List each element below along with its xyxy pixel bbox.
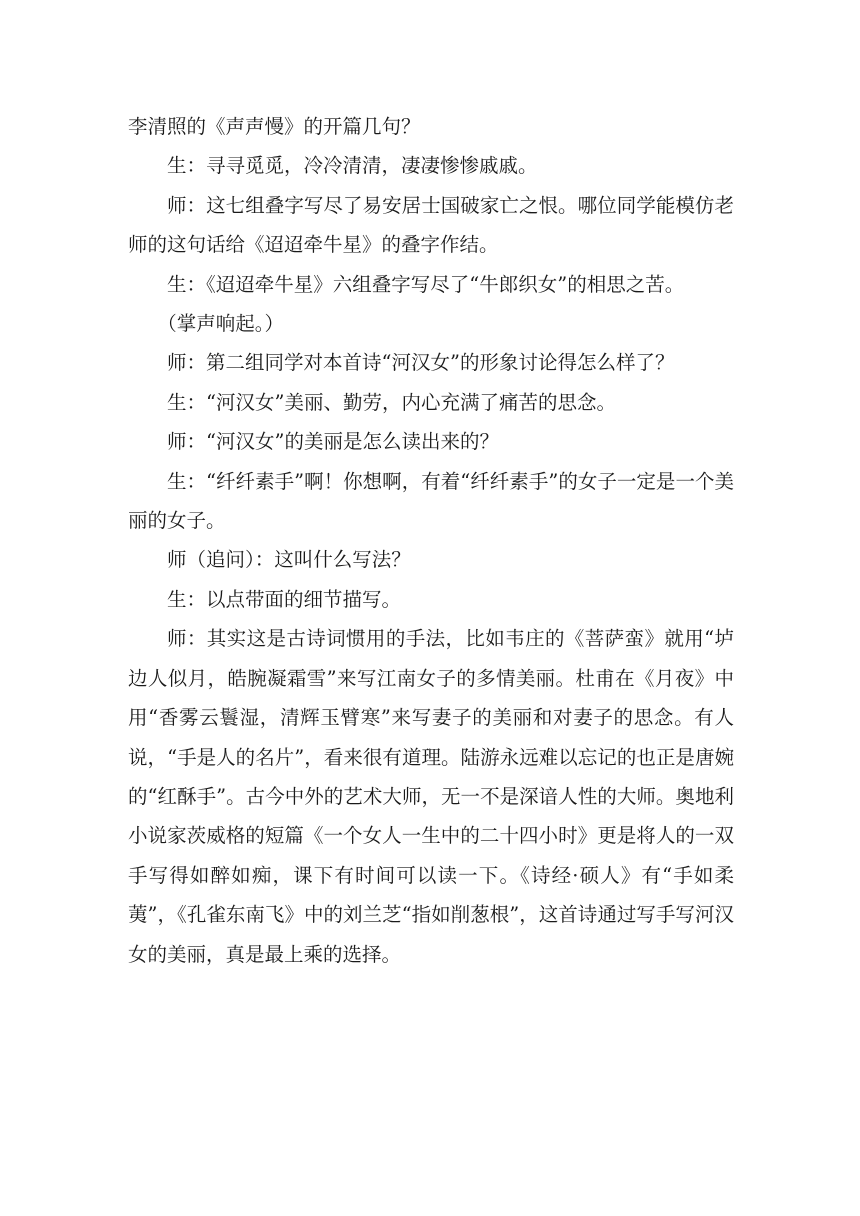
paragraph-3: 师：这七组叠字写尽了易安居士国破家亡之恨。哪位同学能模仿老师的这句话给《迢迢牵牛星》的叠字作结。 bbox=[128, 193, 734, 257]
paragraph-7: 生：“河汉女”美丽、勤劳，内心充满了痛苦的思念。 bbox=[167, 390, 616, 414]
document-body bbox=[128, 107, 734, 974]
paragraph-8: 师：“河汉女”的美丽是怎么读出来的？ bbox=[167, 430, 499, 454]
paragraph-5: （掌声响起。） bbox=[157, 312, 285, 336]
paragraph-6: 师：第二组同学对本首诗“河汉女”的形象讨论得怎么样了？ bbox=[167, 351, 675, 375]
paragraph-1: 李清照的《声声慢》的开篇几句？ bbox=[128, 115, 421, 138]
paragraph-12: 师：其实这是古诗词惯用的手法，比如韦庄的《菩萨蛮》就用“垆边人似月，皓腕凝霜雪”来写江南女子的多情美丽。杜甫在《月夜》中用“香雾云鬟湿，清辉玉臂寒”来写妻子的美丽和对妻子的思念。有人说，“手是人的名片”，看来很有道理。陆游永远难以忘记的也正是唐婉的“红酥手”。古今中外的艺术大师，无一不是深谙人性的大师。奥地利小说家茨威格的短篇《一个女人一生中的二十四小时》更是将人的一双手写得如醉如痴，课下有时间可以读一下。《诗经·硕人》有“手如柔荑”，《孔雀东南飞》中的刘兰芝“指如削葱根”，这首诗通过写手写河汉女的美丽，真是最上乘的选择。 bbox=[128, 627, 734, 966]
paragraph-10: 师（追问）：这叫什么写法？ bbox=[167, 548, 411, 572]
paragraph-11: 生：以点带面的细节描写。 bbox=[167, 587, 402, 611]
paragraph-2: 生：寻寻觅觅，冷冷清清，凄凄惨惨戚戚。 bbox=[167, 154, 538, 178]
paragraph-4: 生：《迢迢牵牛星》六组叠字写尽了“牛郎织女”的相思之苦。 bbox=[167, 272, 685, 296]
paragraph-9: 生：“纤纤素手”啊！你想啊，有着“纤纤素手”的女子一定是一个美丽的女子。 bbox=[128, 469, 734, 533]
